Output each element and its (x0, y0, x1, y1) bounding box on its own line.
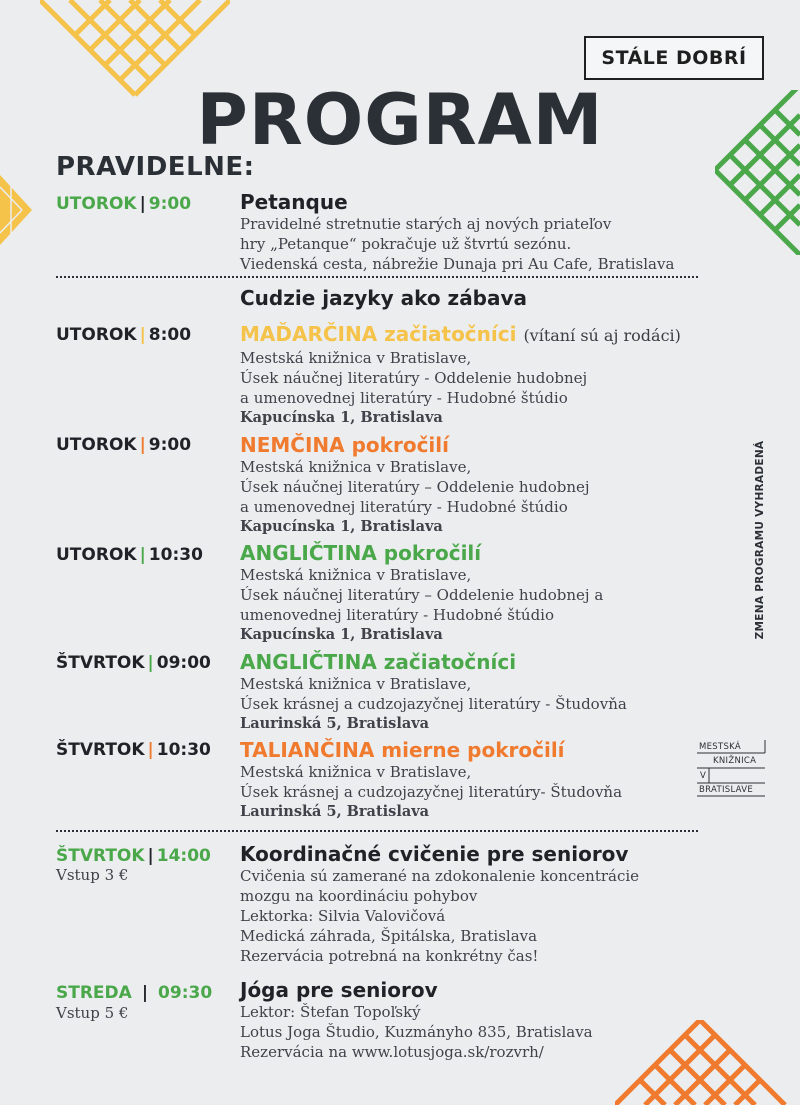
event-title (240, 322, 681, 348)
library-logo (697, 740, 769, 798)
event-address: Kapucínska 1, Bratislava (240, 409, 443, 426)
section-heading: PRAVIDELNE: (56, 152, 255, 182)
event-address: Laurinská 5, Bratislava (240, 715, 430, 732)
library-logo-line: BRATISLAVE (699, 785, 754, 795)
yellow-diamond-left-decoration (0, 175, 32, 245)
event-detail: a umenovednej literatúry - Hudobné štúdio (240, 389, 568, 407)
separator: | (139, 194, 146, 214)
event-detail: Pravidelné stretnutie starých aj nových priateľov (240, 215, 612, 233)
event-english-advanced (240, 541, 603, 645)
day-label: UTOROK (56, 545, 137, 565)
day-label: UTOROK (56, 435, 137, 455)
event-coordination (240, 842, 639, 966)
event-detail: hry „Petanque“ pokračuje už štvrtú sezónu. (240, 235, 572, 253)
event-address: Laurinská 5, Bratislava (240, 803, 430, 820)
separator: | (147, 846, 154, 866)
event-detail: Mestská knižnica v Bratislave, (240, 763, 472, 781)
event-day-time (56, 983, 212, 1003)
event-yoga (240, 978, 593, 1062)
library-logo-line: KNIŽNICA (713, 756, 757, 766)
day-label: ŠTVRTOK (56, 653, 145, 673)
brand-badge: STÁLE DOBRÍ (584, 36, 764, 80)
separator: | (139, 545, 146, 565)
event-title-text: MAĎARČINA začiatočníci (240, 322, 517, 346)
library-logo-line: MESTSKÁ (699, 742, 742, 752)
dotted-divider (56, 276, 698, 278)
time-label: 10:30 (148, 545, 203, 565)
time-label: 14:00 (156, 846, 211, 866)
event-detail: Rezervácia potrebná na konkrétny čas! (240, 947, 539, 965)
event-title: Koordinačné cvičenie pre seniorov (240, 842, 629, 866)
event-day-time (56, 846, 211, 866)
event-title: Jóga pre seniorov (240, 978, 438, 1002)
event-detail: mozgu na koordináciu pohybov (240, 887, 478, 905)
event-title: ANGLIČTINA pokročilí (240, 541, 482, 565)
event-price: Vstup 5 € (56, 1004, 129, 1022)
event-detail: Lektorka: Silvia Valovičová (240, 907, 446, 925)
separator: | (147, 653, 154, 673)
event-detail: umenovednej literatúry - Hudobné štúdio (240, 606, 555, 624)
languages-subheading-block (240, 286, 527, 310)
event-price: Vstup 3 € (56, 866, 129, 884)
orange-lattice-bottom-decoration (615, 1020, 800, 1105)
event-petanque (240, 190, 674, 274)
event-detail: Mestská knižnica v Bratislave, (240, 675, 472, 693)
separator: | (147, 740, 154, 760)
subsection-heading: Cudzie jazyky ako zábava (240, 286, 528, 310)
event-detail: Úsek náučnej literatúry – Oddelenie hudobnej (240, 478, 590, 496)
event-day-time (56, 435, 191, 455)
event-german (240, 433, 590, 537)
event-italian (240, 738, 622, 822)
library-logo-line: V (700, 771, 707, 781)
event-detail: Cvičenia sú zamerané na zdokonalenie koncentrácie (240, 867, 640, 885)
event-title-note: (vítaní sú aj rodáci) (523, 326, 681, 345)
event-address: Kapucínska 1, Bratislava (240, 518, 443, 535)
event-day-time (56, 740, 211, 760)
event-title: TALIANČINA mierne pokročilí (240, 738, 565, 762)
time-label: 9:00 (148, 194, 192, 214)
event-day-time (56, 545, 203, 565)
day-label: UTOROK (56, 194, 137, 214)
day-label: UTOROK (56, 325, 137, 345)
time-label: 09:00 (156, 653, 211, 673)
time-label: 09:30 (158, 983, 213, 1003)
event-detail: a umenovednej literatúry - Hudobné štúdio (240, 498, 568, 516)
event-title: ANGLIČTINA začiatočníci (240, 650, 517, 674)
event-title: Petanque (240, 190, 348, 214)
dotted-divider (56, 830, 698, 832)
day-label: STREDA (56, 983, 132, 1003)
event-title: NEMČINA pokročilí (240, 433, 449, 457)
event-detail: Úsek krásnej a cudzojazyčnej literatúry - Študovňa (240, 695, 627, 713)
event-day-time (56, 194, 191, 214)
page-title: PROGRAM (196, 79, 604, 161)
event-detail: Rezervácia na www.lotusjoga.sk/rozvrh/ (240, 1043, 544, 1061)
event-hungarian (240, 322, 681, 428)
event-detail: Lektor: Štefan Topoľský (240, 1003, 421, 1021)
program-change-notice: ZMENA PROGRAMU VYHRADENÁ (754, 440, 766, 640)
separator: | (139, 325, 146, 345)
event-address: Kapucínska 1, Bratislava (240, 626, 443, 643)
event-detail: Viedenská cesta, nábrežie Dunaja pri Au Cafe, Bratislava (240, 255, 675, 273)
time-label: 8:00 (148, 325, 192, 345)
separator: | (139, 435, 146, 455)
event-detail: Medická záhrada, Špitálska, Bratislava (240, 927, 538, 945)
day-label: ŠTVRTOK (56, 740, 145, 760)
time-label: 9:00 (148, 435, 192, 455)
event-detail: Mestská knižnica v Bratislave, (240, 566, 472, 584)
event-detail: Úsek náučnej literatúry - Oddelenie hudobnej (240, 369, 588, 387)
event-english-beginners (240, 650, 627, 734)
event-detail: Mestská knižnica v Bratislave, (240, 458, 472, 476)
event-detail: Lotus Joga Študio, Kuzmányho 835, Bratislava (240, 1023, 593, 1041)
event-detail: Úsek krásnej a cudzojazyčnej literatúry- Študovňa (240, 783, 623, 801)
event-day-time (56, 653, 211, 673)
separator: | (141, 983, 149, 1003)
event-detail: Úsek náučnej literatúry – Oddelenie hudobnej a (240, 586, 604, 604)
day-label: ŠTVRTOK (56, 846, 145, 866)
event-day-time (56, 325, 191, 345)
event-detail: Mestská knižnica v Bratislave, (240, 349, 472, 367)
time-label: 10:30 (156, 740, 211, 760)
